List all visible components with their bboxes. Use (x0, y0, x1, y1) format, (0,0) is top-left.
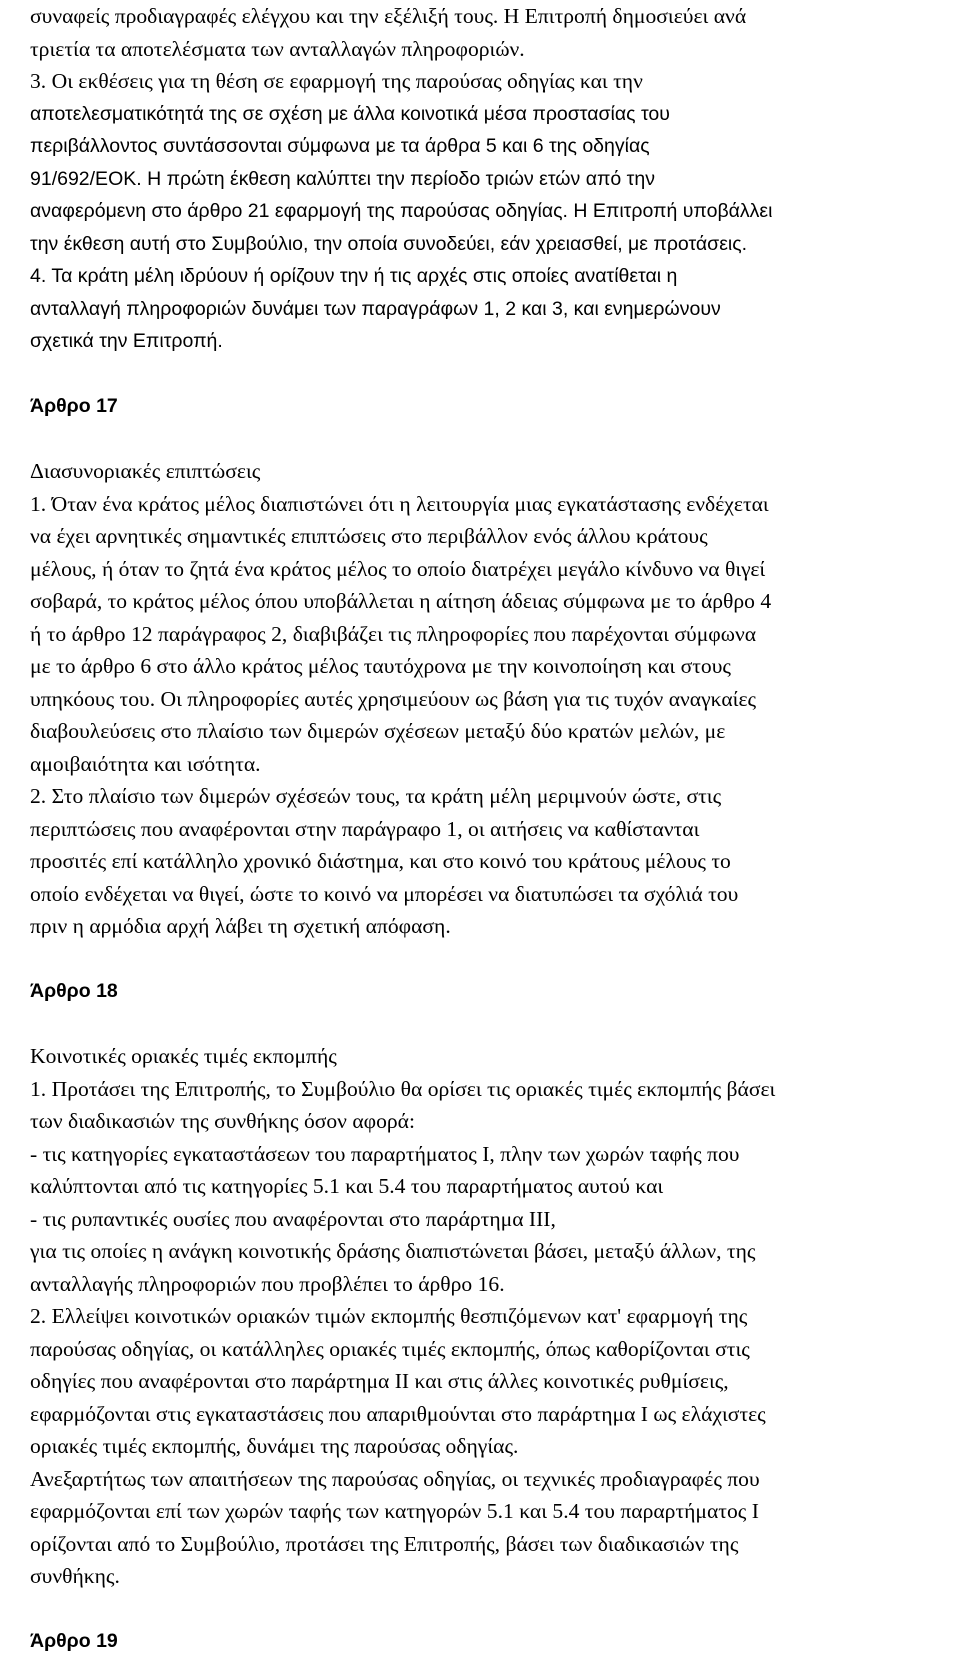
text-line: προσιτές επί κατάλληλο χρονικό διάστημα, και στο κοινό του κράτους μέλους το (30, 849, 731, 873)
text-line: σχετικά την Επιτροπή. (30, 330, 223, 352)
text-line: 4. Τα κράτη μέλη ιδρύουν ή ορίζουν την ή τις αρχές στις οποίες ανατίθεται η (30, 265, 678, 287)
text-line: εφαρμόζονται στις εγκαταστάσεις που απαριθμούνται στο παράρτημα Ι ως ελάχιστες (30, 1401, 766, 1426)
text-line: οριακές τιμές εκπομπής, δυνάμει της παρούσας οδηγίας. (30, 1434, 519, 1458)
text-paragraph (30, 98, 945, 358)
text-line: ορίζονται από το Συμβούλιο, προτάσει της Επιτροπής, βάσει των διαδικασιών της (30, 1531, 739, 1556)
text-paragraph (30, 0, 945, 65)
text-line: πριν η αρμόδια αρχή λάβει τη σχετική απόφαση. (30, 914, 451, 938)
text-line: συναφείς προδιαγραφές ελέγχου και την εξέλιξή τους. Η Επιτροπή δημοσιεύει ανά (30, 4, 747, 28)
text-line: διαβουλεύσεις στο πλαίσιο των διμερών σχέσεων μεταξύ δύο κρατών μελών, με (30, 719, 726, 743)
text-line: μέλους, ή όταν το ζητά ένα κράτος μέλος το οποίο διατρέχει μεγάλο κίνδυνο να θιγεί (30, 556, 766, 581)
paragraph-gap (30, 1593, 945, 1626)
text-paragraph (30, 1040, 945, 1593)
text-line: 2. Ελλείψει κοινοτικών οριακών τιμών εκπομπής θεσπιζόμενων κατ' εφαρμογή της (30, 1304, 748, 1328)
text-line: αναφερόμενη στο άρθρο 21 εφαρμογή της παρούσας οδηγίας. Η Επιτροπή υποβάλλει (30, 200, 773, 222)
text-line: ανταλλαγή πληροφοριών δυνάμει των παραγράφων 1, 2 και 3, και ενημερώνουν (30, 297, 721, 320)
text-line: να έχει αρνητικές σημαντικές επιπτώσεις στο περιβάλλον ενός άλλου κράτους (30, 524, 708, 548)
paragraph-gap (30, 1008, 945, 1041)
text-line: σοβαρά, το κράτος μέλος όπου υποβάλλεται η αίτηση άδειας σύμφωνα με το άρθρο 4 (30, 589, 772, 613)
paragraph-gap (30, 358, 945, 391)
text-line: περιβάλλοντος συντάσσονται σύμφωνα με τα άρθρα 5 και 6 της οδηγίας (30, 135, 650, 157)
text-line: οποίο ενδέχεται να θιγεί, ώστε το κοινό να μπορέσει να διατυπώσει τα σχόλιά του (30, 881, 739, 906)
text-line: αμοιβαιότητα και ισότητα. (30, 751, 261, 776)
text-line: αποτελεσματικότητά της σε σχέση με άλλα κοινοτικά μέσα προστασίας του (30, 102, 670, 125)
text-line: Διασυνοριακές επιπτώσεις (30, 459, 261, 483)
text-paragraph (30, 65, 945, 98)
paragraph-gap (30, 423, 945, 456)
text-line: 91/692/ΕΟΚ. Η πρώτη έκθεση καλύπτει την περίοδο τριών ετών από την (30, 167, 655, 190)
text-line: τριετία τα αποτελέσματα των ανταλλαγών πληροφοριών. (30, 36, 525, 61)
text-line: οδηγίες που αναφέρονται στο παράρτημα ΙΙ και στις άλλες κοινοτικές ρυθμίσεις, (30, 1369, 729, 1393)
text-line: με το άρθρο 6 στο άλλο κράτος μέλος ταυτόχρονα με την κοινοποίηση και στους (30, 654, 731, 678)
article-heading: Άρθρο 19 (30, 1630, 118, 1652)
text-line: 1. Προτάσει της Επιτροπής, το Συμβούλιο θα ορίσει τις οριακές τιμές εκπομπής βάσει (30, 1076, 776, 1101)
text-line: συνθήκης. (30, 1564, 120, 1588)
document-page (30, 0, 945, 1658)
article-heading: Άρθρο 18 (30, 980, 118, 1002)
text-line: εφαρμόζονται επί των χωρών ταφής των κατηγορών 5.1 και 5.4 του παραρτήματος Ι (30, 1499, 759, 1523)
text-line: την έκθεση αυτή στο Συμβούλιο, την οποία συνοδεύει, εάν χρειασθεί, με προτάσεις. (30, 232, 748, 255)
text-line: ανταλλαγής πληροφοριών που προβλέπει το άρθρο 16. (30, 1271, 505, 1296)
text-line: 3. Οι εκθέσεις για τη θέση σε εφαρμογή της παρούσας οδηγίας και την (30, 69, 643, 93)
article-heading: Άρθρο 17 (30, 395, 118, 417)
text-line: Ανεξαρτήτως των απαιτήσεων της παρούσας οδηγίας, οι τεχνικές προδιαγραφές που (30, 1466, 760, 1491)
text-paragraph (30, 455, 945, 943)
text-line: ή το άρθρο 12 παράγραφος 2, διαβιβάζει τις πληροφορίες που παρέχονται σύμφωνα (30, 621, 757, 646)
text-line: περιπτώσεις που αναφέρονται στην παράγραφο 1, οι αιτήσεις να καθίστανται (30, 816, 700, 841)
text-line: υπηκόους του. Οι πληροφορίες αυτές χρησιμεύουν ως βάση για τις τυχόν αναγκαίες (30, 686, 757, 711)
text-line: των διαδικασιών της συνθήκης όσον αφορά: (30, 1109, 415, 1133)
text-line: - τις κατηγορίες εγκαταστάσεων του παραρτήματος Ι, πλην των χωρών ταφής που (30, 1141, 740, 1166)
text-line: για τις οποίες η ανάγκη κοινοτικής δράσης διαπιστώνεται βάσει, μεταξύ άλλων, της (30, 1239, 756, 1263)
text-line: Κοινοτικές οριακές τιμές εκπομπής (30, 1044, 337, 1068)
text-line: καλύπτονται από τις κατηγορίες 5.1 και 5.4 του παραρτήματος αυτού και (30, 1174, 664, 1198)
text-line: 1. Όταν ένα κράτος μέλος διαπιστώνει ότι η λειτουργία μιας εγκατάστασης ενδέχεται (30, 491, 769, 516)
text-line: παρούσας οδηγίας, οι κατάλληλες οριακές τιμές εκπομπής, όπως καθορίζονται στις (30, 1336, 750, 1361)
text-line: 2. Στο πλαίσιο των διμερών σχέσεών τους, τα κράτη μέλη μεριμνούν ώστε, στις (30, 784, 722, 808)
text-line: - τις ρυπαντικές ουσίες που αναφέρονται στο παράρτημα ΙΙΙ, (30, 1206, 556, 1231)
paragraph-gap (30, 943, 945, 976)
